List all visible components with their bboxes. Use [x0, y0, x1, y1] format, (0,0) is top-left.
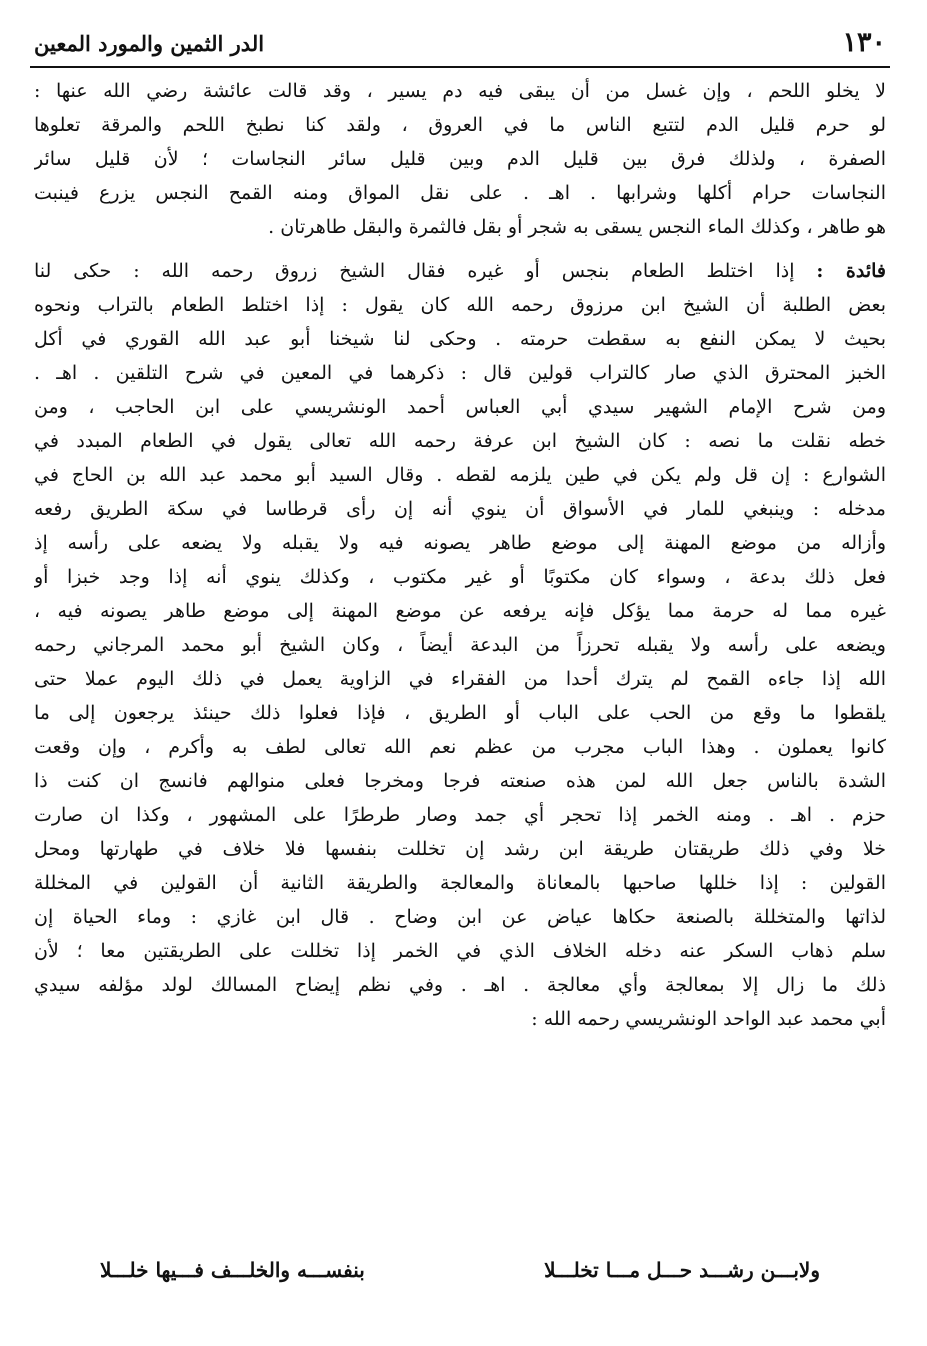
text-line: الخبز المحترق الذي صار كالتراب قولين قال : ذكرهما في المعين في شرح التلقين . اهـ . — [34, 362, 886, 384]
book-title: الدر الثمين والمورد المعين — [34, 31, 265, 56]
note-label: فائدة : — [816, 260, 886, 282]
page-number: ١٣٠ — [842, 27, 886, 58]
text-line: ويضعه على رأسه ولا يقبله تحرزاً من البدعة أيضاً ، وكان الشيخ أبو محمد المرجاني رحمه — [34, 634, 886, 656]
text-line: الصفرة ، ولذلك فرق بين قليل الدم وبين قليل سائر النجاسات ؛ لأن قليل سائر — [34, 148, 886, 170]
text-line: وأزاله من موضع المهنة إلى موضع طاهر يصونه فيه ولا يقبله ولا يضعه على رأسه إذ — [34, 532, 886, 554]
text-line: لذاتها والمتخللة بالصنعة حكاها عياض عن ابن وضاح . قال ابن غازي : وماء الحياة إن — [34, 906, 886, 928]
text-line: الشوارع : إن قل ولم يكن في طين يلزمه لقطه . وقال السيد أبو محمد عبد الله بن الحاج في — [34, 464, 886, 486]
text-line: خلا وفي ذلك طريقتان طريقة ابن رشد إن تخللت بنفسها فلا خلاف في طهارتها ومحل — [34, 838, 886, 860]
text-line: بعض الطلبة أن الشيخ ابن مرزوق رحمه الله كان يقول : إذا اختلط الطعام بالتراب ونحوه — [34, 294, 886, 316]
text-line: ذلك ما زال إلا بمعالجة وأي معالجة . اهـ . وفي نظم إيضاح المسالك لولد مؤلفه سيدي — [34, 974, 886, 996]
verse-first-hemistich: ولابـــن رشـــد حـــل مـــا تخلـــلا — [544, 1258, 820, 1282]
text-line: أبي محمد عبد الواحد الونشريسي رحمه الله : — [531, 1008, 886, 1030]
running-head — [30, 22, 890, 68]
text-line: مدخله : وينبغي للمار في الأسواق أن ينوي أنه إن رأى قرطاسا في سكة الطريق رفعه — [34, 498, 886, 520]
text-line: غيره مما له حرمة مما يؤكل فإنه يرفعه عن موضع المهنة إلى موضع طاهر يصونه فيه ، — [34, 600, 886, 622]
text-line: سلم ذهاب السكر عنه دخله الخلاف الذي في الخمر إذا تخللت على الطريقتين معا ؛ لأن — [34, 940, 886, 962]
text-line: النجاسات حرام أكلها وشرابها . اهـ . على نقل المواق ومنه القمح النجس يزرع فينبت — [34, 182, 886, 204]
text-line-with-label — [34, 254, 886, 288]
verse-second-hemistich: بنفســـه والخلـــف فـــيها خلـــلا — [100, 1258, 365, 1282]
text-line: بحيث لا يمكن النفع به سقطت حرمته . وحكى لنا شيخنا أبو عبد الله القوري في أكل — [34, 328, 886, 350]
text-line: القولين : إذا خللها صاحبها بالمعاناة والمعالجة والطريقة الثانية أن القولين في المخللة — [34, 872, 886, 894]
text-line: ومن شرح الإمام الشهير سيدي أبي العباس أحمد الونشريسي على ابن الحاجب ، ومن — [34, 396, 886, 418]
paragraph-2 — [30, 254, 890, 1036]
text-line: حزم . اهـ . ومنه الخمر إذا تحجر أي جمد وصار طرطرًا على المشهور ، وكذا ان صارت — [34, 804, 886, 826]
text-line: كانوا يعملون . وهذا الباب مجرب من عظم نعم الله تعالى لطف به وأكرم ، وإن وقعت — [34, 736, 886, 758]
poem-verse — [30, 1250, 890, 1290]
text-line: لو حرم قليل الدم لتتبع الناس ما في العروق ، ولقد كنا نطبخ اللحم والمرقة تعلوها — [34, 114, 886, 136]
book-page — [30, 22, 890, 1322]
text-line: خطه نقلت ما نصه : كان الشيخ ابن عرفة رحمه الله تعالى يقول في الطعام المبدد في — [34, 430, 886, 452]
text-line: الشدة بالناس جعل الله لمن هذه صنعته فرجا ومخرجا فعلى منوالهم فانسج ان كنت ذا — [34, 770, 886, 792]
text-line: هو طاهر ، وكذلك الماء النجس يسقى به شجر أو بقل فالثمرة والبقل طاهرتان . — [268, 216, 886, 238]
paragraph-1 — [30, 74, 890, 244]
text-line: إذا اختلط الطعام بنجس أو غيره فقال الشيخ زروق رحمه الله : حكى لنا — [34, 260, 795, 282]
text-line: يلقطوا ما وقع من الحب على الباب أو الطريق ، فإذا فعلوا ذلك حينئذ يرجعون إلى ما — [34, 702, 886, 724]
text-line: لا يخلو اللحم ، وإن غسل من أن يبقى فيه دم يسير ، وقد قالت عائشة رضي الله عنها : — [34, 80, 886, 102]
text-line: الله إذا جاءه القمح لم يترك أحدا من الفقراء في الزاوية يعمل في ذلك اليوم عملا حتى — [34, 668, 886, 690]
text-line: فعل ذلك بدعة ، وسواء كان مكتوبًا أو غير مكتوب ، وكذلك ينوي أنه إذا وجد خبزا أو — [34, 566, 886, 588]
